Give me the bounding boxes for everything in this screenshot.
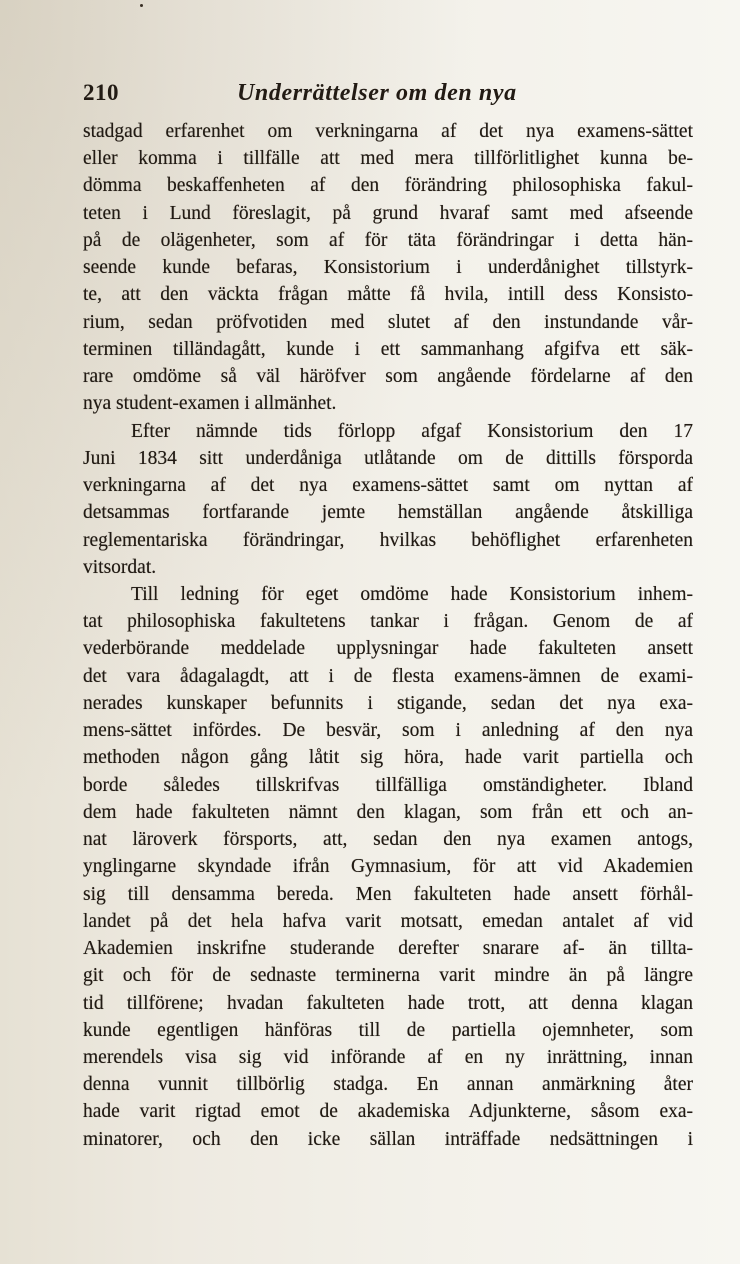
text-line: Till ledning för eget omdöme hade Konsistorium inhem- [131, 583, 693, 605]
text-line: seende kunde befaras, Konsistorium i underdånighet tillstyrk- [83, 257, 693, 279]
text-line: hade varit rigtad emot de akademiska Adjunkterne, såsom exa- [83, 1101, 693, 1123]
text-line: detsammas fortfarande jemte hemställan angående åtskilliga [83, 502, 693, 524]
text-line: landet på det hela hafva varit motsatt, emedan antalet af vid [83, 910, 693, 932]
text-line: te, att den väckta frågan måtte få hvila, intill dess Konsisto- [83, 284, 693, 306]
text-line: verkningarna af det nya examens-sättet samt om nyttan af [83, 475, 693, 497]
page-number: 210 [83, 80, 119, 105]
text-line: dem hade fakulteten nämnt den klagan, som från ett och an- [83, 801, 693, 823]
text-line: Juni 1834 sitt underdåniga utlåtande om de dittills försporda [83, 447, 693, 469]
text-line: ynglingarne skyndade ifrån Gymnasium, för att vid Akademien [83, 856, 693, 878]
running-head: Underrättelser om den nya [237, 80, 517, 106]
text-line: Akademien inskrifne studerande derefter snarare af- än tillta- [83, 938, 693, 960]
text-line: vederbörande meddelade upplysningar hade fakulteten ansett [83, 638, 693, 660]
text-line: rare omdöme så väl häröfver som angående fördelarne af den [83, 366, 693, 388]
text-line: nerades kunskaper befunnits i stigande, sedan det nya exa- [83, 692, 693, 714]
text-line: nya student-examen i allmänhet. [83, 393, 337, 415]
text-line: tid tillförene; hvadan fakulteten hade trott, att denna klagan [83, 992, 693, 1014]
text-line: minatorer, och den icke sällan inträffade nedsättningen i [83, 1128, 693, 1150]
paragraph [83, 581, 693, 1153]
text-line: rium, sedan pröfvotiden med slutet af den instundande vår- [83, 311, 693, 333]
text-line: terminen tilländagått, kunde i ett sammanhang afgifva ett säk- [83, 338, 693, 360]
text-line: reglementariska förändringar, hvilkas behöflighet erfarenheten [83, 529, 693, 551]
text-line: sig till densamma bereda. Men fakulteten hade ansett förhål- [83, 883, 693, 905]
text-line: denna vunnit tillbörlig stadga. En annan anmärkning åter [83, 1074, 693, 1096]
text-line: tat philosophiska fakultetens tankar i frågan. Genom de af [83, 611, 693, 633]
text-line: det vara ådagalagdt, att i de flesta examens-ämnen de exami- [83, 665, 693, 687]
paragraph [83, 118, 693, 418]
text-line: eller komma i tillfälle att med mera tillförlitlighet kunna be- [83, 148, 693, 170]
paragraph [83, 418, 693, 581]
ink-speck [140, 4, 143, 7]
text-line: på de olägenheter, som af för täta förändringar i detta hän- [83, 229, 693, 251]
text-line: nat läroverk försports, att, sedan den nya examen antogs, [83, 829, 693, 851]
text-line: mens-sättet infördes. De besvär, som i anledning af den nya [83, 720, 693, 742]
text-line: borde således tillskrifvas tillfälliga omständigheter. Ibland [83, 774, 693, 796]
text-line: vitsordat. [83, 556, 157, 578]
text-line: dömma beskaffenheten af den förändring philosophiska fakul- [83, 175, 693, 197]
text-line: methoden någon gång låtit sig höra, hade varit partiella och [83, 747, 693, 769]
text-line: merendels visa sig vid införande af en ny inrättning, innan [83, 1046, 693, 1068]
text-line: stadgad erfarenhet om verkningarna af det nya examens-sättet [83, 121, 693, 142]
text-line: Efter nämnde tids förlopp afgaf Konsistorium den 17 [131, 420, 693, 442]
text-line: kunde egentligen hänföras till de partiella ojemnheter, som [83, 1019, 693, 1041]
text-line: git och för de sednaste terminerna varit mindre än på längre [83, 965, 693, 987]
text-line: teten i Lund föreslagit, på grund hvaraf samt med afseende [83, 202, 693, 224]
body-text [83, 118, 693, 1153]
